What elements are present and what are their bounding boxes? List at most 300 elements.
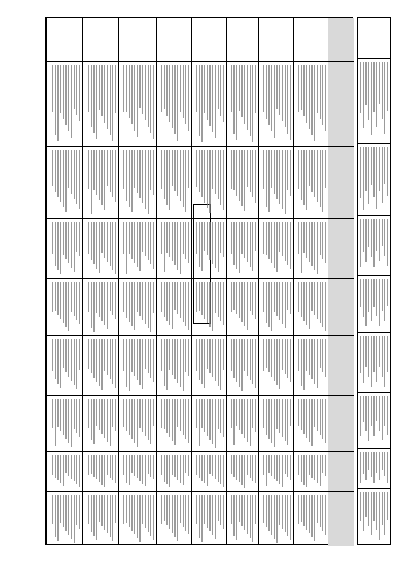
text-line	[142, 399, 143, 432]
japan-text-cell	[358, 215, 390, 275]
text-line	[379, 452, 380, 480]
text-line	[301, 222, 302, 273]
text-line	[387, 336, 388, 372]
text-line	[188, 282, 189, 330]
text-line	[207, 455, 208, 486]
text-line	[172, 222, 173, 261]
text-line	[172, 65, 173, 128]
text-line	[252, 339, 253, 384]
text-line	[112, 282, 113, 315]
text-line	[74, 65, 75, 109]
text-line	[55, 222, 56, 266]
text-line	[218, 399, 219, 429]
text-line	[325, 282, 326, 331]
text-line	[279, 495, 280, 525]
text-line	[317, 222, 318, 274]
text-line	[298, 455, 299, 475]
text-line	[74, 455, 75, 481]
text-line	[379, 279, 380, 326]
text-line	[301, 65, 302, 110]
text-line	[215, 222, 216, 268]
text-line	[368, 336, 369, 377]
text-line	[212, 222, 213, 264]
text-line	[172, 495, 173, 533]
text-line	[153, 65, 154, 139]
country-name-cell	[157, 18, 191, 61]
text-line	[212, 65, 213, 132]
text-line	[239, 150, 240, 201]
survey-text-cell	[83, 395, 118, 451]
text-line	[209, 339, 210, 373]
text-line	[115, 339, 116, 388]
text-line	[180, 65, 181, 112]
text-line	[382, 147, 383, 203]
text-line	[180, 282, 181, 318]
text-line	[239, 282, 240, 318]
text-line	[74, 339, 75, 385]
text-lines	[296, 282, 326, 332]
text-line	[134, 282, 135, 330]
text-lines	[261, 222, 291, 275]
text-line	[309, 65, 310, 129]
text-line	[204, 495, 205, 524]
text-line	[174, 222, 175, 265]
text-line	[314, 495, 315, 541]
text-line	[172, 150, 173, 186]
text-line	[199, 455, 200, 478]
text-line	[290, 65, 291, 140]
text-line	[65, 222, 66, 259]
text-line	[101, 399, 102, 434]
survey-text-cell	[83, 218, 118, 278]
text-line	[298, 150, 299, 189]
text-line	[236, 222, 237, 269]
text-lines	[49, 65, 80, 143]
text-line	[384, 147, 385, 184]
text-lines	[85, 399, 116, 448]
japan-name-cell	[358, 18, 390, 58]
text-line	[215, 282, 216, 313]
text-line	[199, 150, 200, 192]
text-line	[360, 147, 361, 198]
text-line	[241, 282, 242, 322]
text-line	[93, 455, 94, 477]
text-line	[71, 150, 72, 194]
text-line	[76, 282, 77, 320]
text-line	[325, 495, 326, 535]
text-line	[368, 452, 369, 470]
text-lines	[360, 62, 388, 140]
text-line	[287, 399, 288, 445]
text-line	[188, 495, 189, 534]
text-line	[148, 399, 149, 440]
text-line	[161, 150, 162, 189]
text-lines	[49, 150, 80, 215]
country-name-cell	[192, 18, 226, 61]
text-line	[223, 399, 224, 437]
text-line	[287, 495, 288, 536]
text-line	[104, 495, 105, 530]
text-line	[63, 150, 64, 207]
country-name-cell	[259, 18, 293, 61]
text-line	[201, 65, 202, 142]
text-line	[290, 222, 291, 269]
survey-text-cell	[227, 491, 258, 546]
survey-text-cell	[157, 451, 191, 491]
text-line	[322, 222, 323, 259]
text-line	[244, 339, 245, 371]
text-line	[93, 65, 94, 133]
text-line	[99, 65, 100, 110]
text-line	[371, 396, 372, 426]
text-line	[137, 150, 138, 193]
text-line	[52, 150, 53, 186]
text-line	[91, 455, 92, 474]
text-line	[320, 455, 321, 486]
text-lines	[296, 222, 326, 275]
text-line	[55, 455, 56, 478]
text-line	[201, 282, 202, 315]
text-line	[129, 150, 130, 207]
text-line	[311, 339, 312, 379]
text-line	[376, 452, 377, 473]
text-line	[311, 455, 312, 478]
survey-text-cell	[259, 61, 293, 146]
survey-text-cell	[47, 395, 82, 451]
text-line	[276, 455, 277, 481]
text-line	[255, 455, 256, 483]
text-lines	[360, 452, 388, 485]
survey-text-cell	[192, 335, 226, 395]
text-line	[60, 495, 61, 523]
text-line	[298, 65, 299, 112]
text-line	[376, 492, 377, 530]
text-line	[209, 65, 210, 126]
text-line	[368, 147, 369, 204]
text-line	[360, 452, 361, 483]
text-line	[322, 282, 323, 327]
text-line	[266, 65, 267, 119]
country-name-cell	[83, 18, 118, 61]
text-line	[268, 455, 269, 473]
text-line	[134, 222, 135, 263]
text-line	[255, 495, 256, 524]
text-line	[223, 339, 224, 370]
text-line	[161, 495, 162, 524]
text-line	[298, 495, 299, 524]
text-line	[241, 455, 242, 485]
text-line	[218, 495, 219, 521]
text-line	[139, 222, 140, 271]
text-line	[68, 455, 69, 476]
text-line	[110, 282, 111, 311]
column-header-cell	[328, 61, 354, 146]
text-line	[303, 222, 304, 253]
text-line	[268, 339, 269, 372]
text-line	[314, 455, 315, 480]
text-line	[223, 495, 224, 529]
text-line	[263, 339, 264, 371]
text-line	[371, 492, 372, 535]
text-line	[220, 150, 221, 205]
text-line	[101, 65, 102, 116]
text-line	[112, 339, 113, 384]
text-line	[123, 150, 124, 189]
text-line	[139, 282, 140, 316]
text-line	[172, 282, 173, 329]
text-line	[204, 222, 205, 251]
text-line	[112, 455, 113, 480]
text-line	[231, 65, 232, 112]
text-lines	[261, 399, 291, 448]
text-line	[271, 399, 272, 443]
text-lines	[121, 150, 154, 215]
text-lines	[229, 150, 256, 215]
text-line	[201, 339, 202, 384]
text-line	[126, 282, 127, 318]
text-lines	[261, 282, 291, 332]
survey-text-cell	[83, 451, 118, 491]
text-line	[164, 399, 165, 429]
text-line	[320, 222, 321, 255]
text-line	[177, 282, 178, 314]
text-line	[129, 222, 130, 254]
text-lines	[121, 399, 154, 448]
text-line	[139, 150, 140, 198]
text-line	[266, 150, 267, 207]
text-line	[142, 339, 143, 389]
text-lines	[296, 455, 326, 488]
text-line	[91, 222, 92, 260]
text-line	[134, 399, 135, 443]
text-line	[215, 65, 216, 138]
text-line	[285, 495, 286, 532]
text-line	[314, 65, 315, 141]
text-line	[183, 495, 184, 527]
text-line	[137, 65, 138, 137]
text-line	[287, 150, 288, 190]
text-line	[274, 399, 275, 447]
text-lines	[121, 339, 154, 392]
column-header-cell	[328, 395, 354, 451]
text-line	[60, 282, 61, 319]
text-lines	[85, 222, 116, 275]
text-line	[376, 396, 377, 421]
text-line	[169, 222, 170, 257]
text-line	[164, 282, 165, 317]
text-line	[223, 282, 224, 325]
text-line	[60, 399, 61, 431]
text-line	[153, 495, 154, 540]
text-line	[196, 495, 197, 524]
text-line	[129, 455, 130, 485]
text-line	[174, 495, 175, 537]
text-line	[91, 65, 92, 127]
text-line	[71, 222, 72, 268]
text-line	[164, 339, 165, 386]
text-line	[379, 492, 380, 540]
text-line	[99, 495, 100, 522]
text-line	[384, 492, 385, 535]
text-line	[309, 150, 310, 186]
text-line	[68, 399, 69, 443]
text-line	[317, 399, 318, 431]
text-line	[166, 495, 167, 525]
text-line	[218, 339, 219, 386]
text-line	[134, 150, 135, 188]
text-line	[60, 150, 61, 202]
text-line	[271, 339, 272, 377]
text-line	[382, 336, 383, 377]
text-line	[209, 282, 210, 327]
text-line	[169, 455, 170, 487]
text-line	[57, 222, 58, 270]
survey-text-cell	[294, 335, 328, 395]
text-line	[207, 399, 208, 436]
text-line	[76, 150, 77, 204]
survey-text-cell	[227, 146, 258, 218]
text-line	[368, 492, 369, 526]
text-line	[76, 495, 77, 525]
text-line	[244, 282, 245, 326]
text-line	[55, 399, 56, 446]
text-line	[177, 455, 178, 480]
text-line	[263, 455, 264, 475]
text-line	[60, 65, 61, 113]
text-line	[204, 399, 205, 432]
text-line	[196, 222, 197, 254]
text-line	[287, 339, 288, 378]
text-line	[126, 455, 127, 483]
survey-text-cell	[294, 218, 328, 278]
text-line	[71, 282, 72, 312]
text-line	[88, 455, 89, 475]
column-header-cell	[328, 218, 354, 278]
text-line	[150, 222, 151, 264]
text-line	[218, 455, 219, 482]
survey-text-cell	[47, 491, 82, 546]
text-lines	[360, 279, 388, 329]
text-line	[131, 150, 132, 212]
japan-text-cell	[358, 448, 390, 488]
text-lines	[159, 150, 189, 215]
text-line	[309, 495, 310, 533]
text-line	[142, 282, 143, 320]
text-line	[112, 222, 113, 270]
text-line	[314, 222, 315, 270]
text-line	[126, 495, 127, 523]
text-line	[79, 150, 80, 209]
text-line	[320, 150, 321, 207]
text-line	[57, 282, 58, 315]
japan-text-cell	[358, 275, 390, 332]
country-name-cell	[227, 18, 258, 61]
text-line	[373, 147, 374, 197]
text-line	[282, 399, 283, 437]
text-line	[63, 495, 64, 527]
text-line	[255, 399, 256, 432]
text-line	[239, 339, 240, 387]
text-line	[150, 150, 151, 190]
text-line	[161, 399, 162, 428]
text-line	[71, 455, 72, 479]
text-line	[169, 399, 170, 437]
text-line	[209, 399, 210, 440]
text-line	[263, 282, 264, 312]
text-line	[55, 339, 56, 379]
text-line	[387, 147, 388, 196]
text-line	[183, 455, 184, 485]
text-line	[153, 222, 154, 269]
text-line	[150, 455, 151, 477]
text-line	[76, 65, 77, 115]
text-line	[282, 339, 283, 370]
text-line	[247, 399, 248, 442]
text-line	[180, 495, 181, 523]
survey-text-cell	[119, 491, 156, 546]
text-line	[373, 492, 374, 521]
text-line	[250, 399, 251, 446]
text-line	[104, 65, 105, 123]
text-line	[161, 339, 162, 371]
text-line	[252, 495, 253, 542]
text-line	[115, 455, 116, 483]
text-line	[148, 65, 149, 127]
text-line	[55, 282, 56, 311]
text-lines	[194, 339, 224, 392]
text-line	[325, 455, 326, 476]
country-row	[118, 18, 156, 544]
text-line	[376, 279, 377, 316]
survey-table	[45, 17, 353, 545]
text-line	[52, 65, 53, 112]
text-line	[252, 455, 253, 481]
text-line	[311, 495, 312, 537]
text-line	[107, 495, 108, 533]
text-line	[220, 399, 221, 433]
text-line	[185, 455, 186, 473]
text-line	[263, 399, 264, 428]
text-line	[263, 65, 264, 112]
text-line	[183, 150, 184, 207]
text-line	[236, 282, 237, 314]
text-lines	[194, 65, 224, 143]
text-lines	[159, 222, 189, 275]
text-line	[363, 147, 364, 210]
text-line	[52, 282, 53, 312]
text-line	[325, 150, 326, 188]
text-line	[212, 150, 213, 189]
text-line	[301, 455, 302, 482]
text-line	[252, 65, 253, 142]
text-line	[382, 492, 383, 525]
text-line	[199, 282, 200, 311]
text-line	[306, 399, 307, 438]
text-line	[93, 282, 94, 332]
text-line	[104, 399, 105, 438]
text-line	[52, 339, 53, 371]
text-line	[303, 65, 304, 116]
text-line	[244, 65, 245, 124]
text-line	[207, 495, 208, 528]
text-line	[180, 455, 181, 483]
text-line	[161, 455, 162, 475]
text-line	[188, 150, 189, 188]
text-line	[88, 495, 89, 524]
survey-text-cell	[157, 61, 191, 146]
text-line	[131, 65, 132, 124]
text-line	[233, 222, 234, 265]
